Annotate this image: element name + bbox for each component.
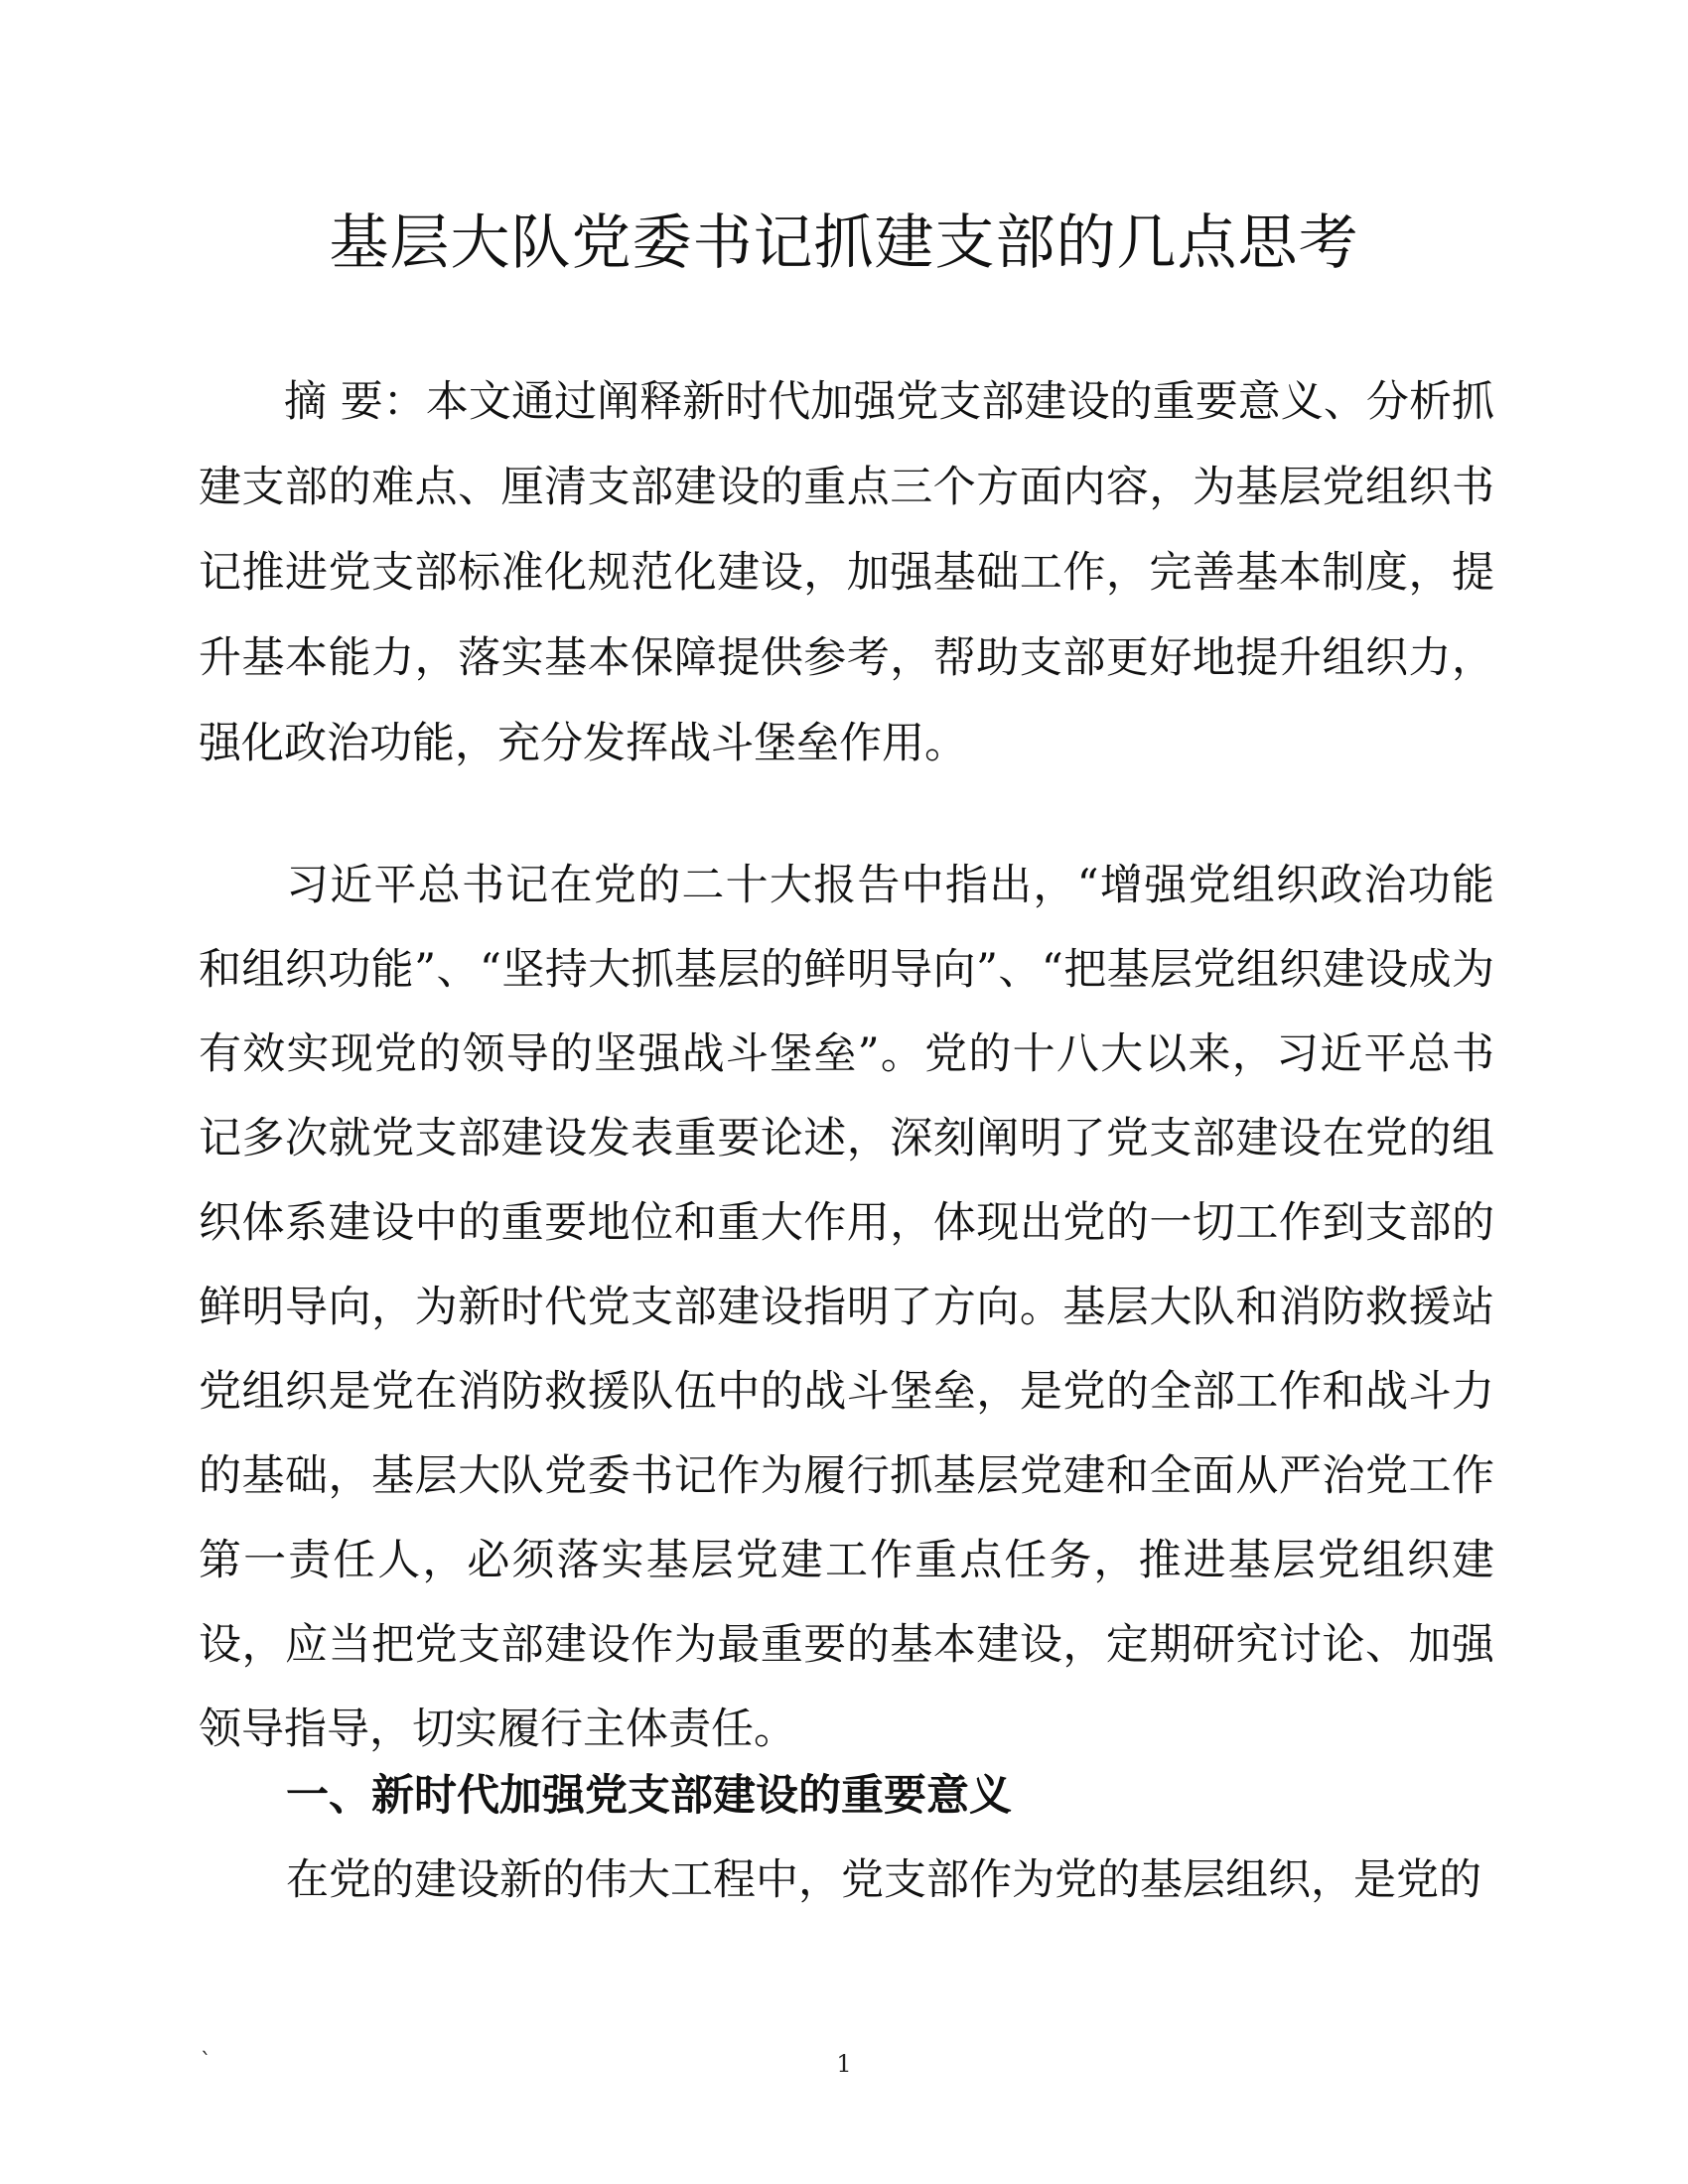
document-title: 基层大队党委书记抓建支部的几点思考 (329, 208, 1359, 278)
abstract-text: 本文通过阐释新时代加强党支部建设的重要意义、分析抓建支部的难点、厘清支部建设的重点三个方面内容，为基层党组织书记推进党支部标准化规范化建设，加强基础工作，完善基本制度，提升基本能力，落实基本保障提供参考，帮助支部更好地提升组织力，强化政治功能，充分发挥战斗堡垒作用。 (199, 377, 1494, 768)
body-paragraph-2: 在党的建设新的伟大工程中，党支部作为党的基层组织，是党的 (286, 1855, 1481, 1905)
body-paragraph-1: 习近平总书记在党的二十大报告中指出，“增强党组织政治功能和组织功能”、“坚持大抓基层的鲜明导向”、“把基层党组织建设成为有效实现党的领导的坚强战斗堡垒”。党的十八大以来，习近平总书记多次就党支部建设发表重要论述，深刻阐明了党支部建设在党的组织体系建设中的重要地位和重大作用，体现出党的一切工作到支部的鲜明导向，为新时代党支部建设指明了方向。基层大队和消防救援站党组织是党在消防救援队伍中的战斗堡垒，是党的全部工作和战斗力的基础，基层大队党委书记作为履行抓基层党建和全面从严治党工作第一责任人，必须落实基层党建工作重点任务，推进基层党组织建设，应当把党支部建设作为最重要的基本建设，定期研究讨论、加强领导指导，切实履行主体责任。 (199, 861, 1494, 1754)
page-number: 1 (836, 2050, 852, 2078)
section-heading-1: 一、新时代加强党支部建设的重要意义 (286, 1771, 1012, 1821)
abstract-paragraph (199, 359, 1494, 786)
abstract-label: 摘 要： (284, 377, 426, 427)
footer-mark: ` (201, 2050, 211, 2075)
